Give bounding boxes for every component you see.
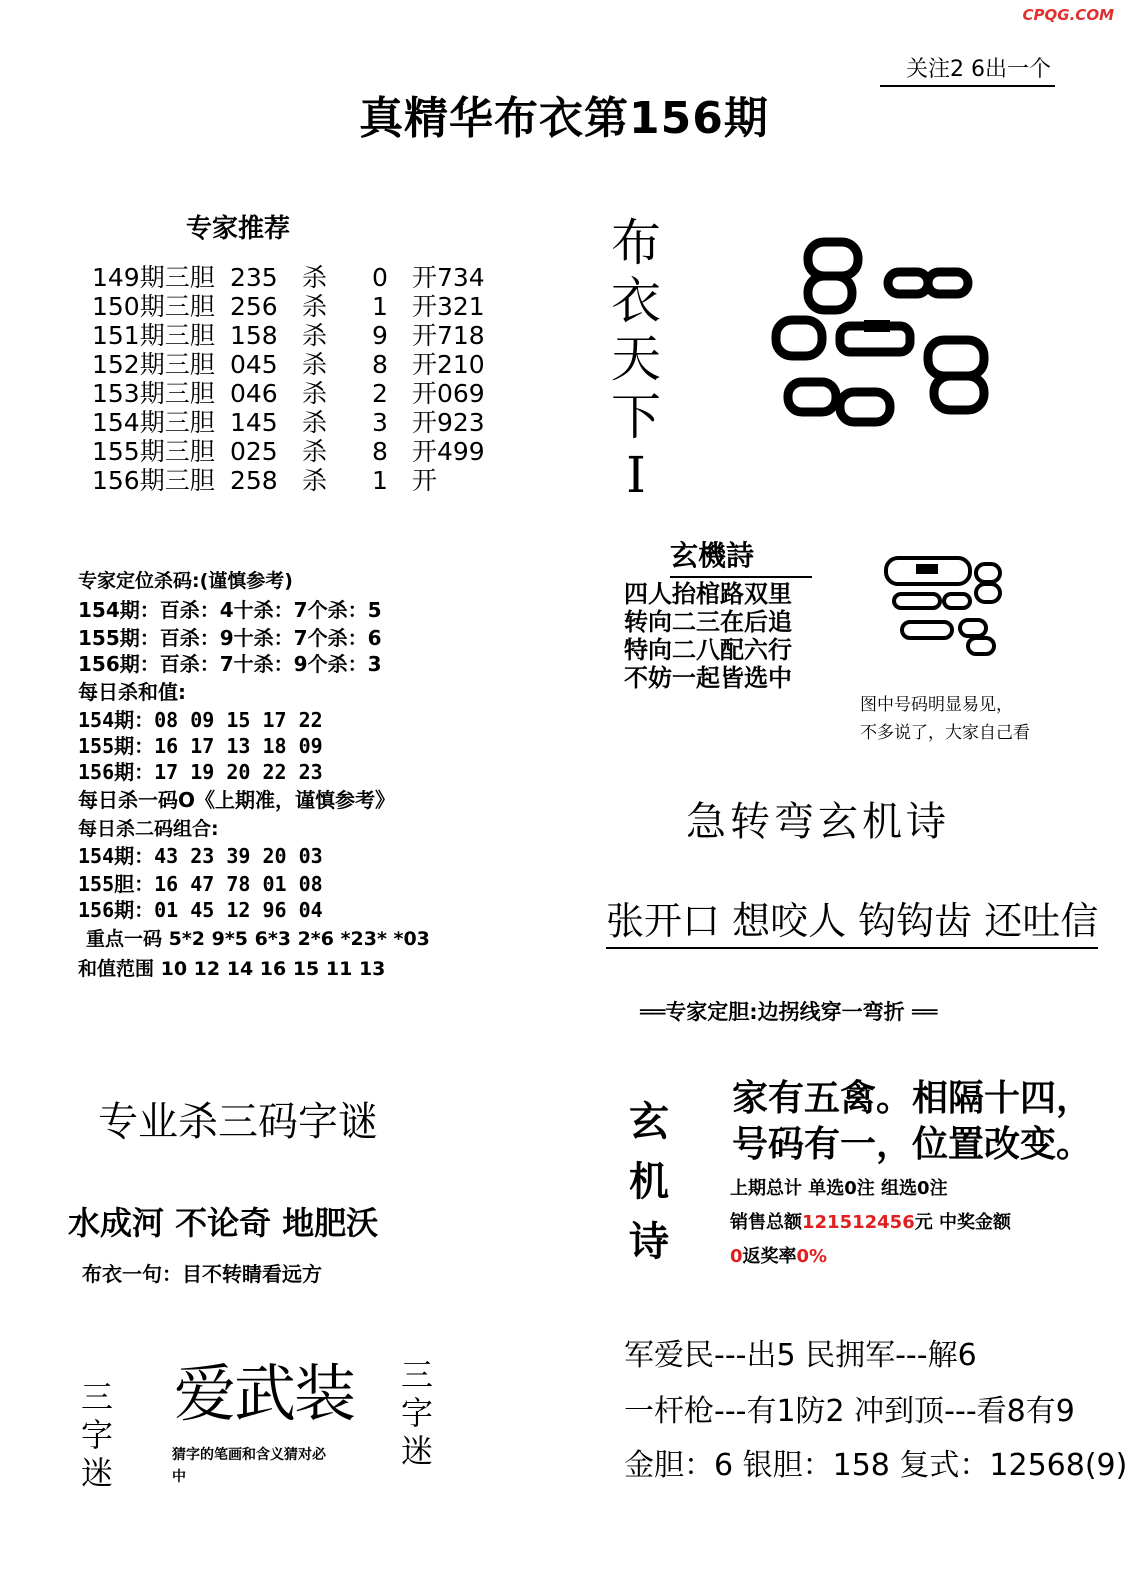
sum-kill-title: 每日杀和值: bbox=[78, 680, 186, 704]
char: 三 bbox=[80, 1378, 113, 1416]
char: 字 bbox=[80, 1416, 113, 1454]
expert-sha: 3 bbox=[372, 408, 388, 437]
expert-kai: 开 bbox=[412, 466, 438, 495]
expert-sha: 0 bbox=[372, 263, 388, 292]
expert-dan: 258 bbox=[230, 466, 278, 495]
expert-period: 155期三胆 bbox=[92, 437, 215, 466]
sum-kill-row: 154期：08 09 15 17 22 bbox=[78, 708, 323, 732]
picture-caption: 不多说了，大家自己看 bbox=[860, 723, 1030, 743]
xuanji-line: 转向二三在后追 bbox=[624, 608, 792, 636]
expert-title: 专家推荐 bbox=[186, 214, 291, 244]
top-note: 关注2 6出一个 bbox=[880, 52, 1055, 87]
xuanji-line: 四人抬棺路双里 bbox=[624, 580, 792, 608]
xuanji-title: 玄機詩 bbox=[670, 534, 812, 578]
expert-sha-label: 杀 bbox=[302, 263, 328, 292]
expert-sha-label: 杀 bbox=[302, 321, 328, 350]
two-code-row: 156期：01 45 12 96 04 bbox=[78, 898, 323, 922]
sanzimi-right bbox=[400, 1356, 434, 1470]
poem-line: 家有五禽。相隔十四， bbox=[732, 1078, 1093, 1119]
expert-sha: 1 bbox=[372, 466, 388, 495]
expert-sha-label: 杀 bbox=[302, 292, 328, 321]
expert-kai: 开734 bbox=[412, 263, 485, 292]
page-title: 真精华布衣第156期 bbox=[359, 93, 769, 144]
jizhuanwan-title: 急转弯玄机诗 bbox=[686, 799, 950, 845]
watermark: CPQG.COM bbox=[1022, 6, 1114, 24]
riddle-picture-2 bbox=[880, 550, 1010, 660]
expert-sha-label: 杀 bbox=[302, 350, 328, 379]
two-code-title: 每日杀二码组合: bbox=[78, 818, 219, 840]
expert-dan: 046 bbox=[230, 379, 278, 408]
char: 迷 bbox=[80, 1454, 113, 1492]
expert-dan: 145 bbox=[230, 408, 278, 437]
char: I bbox=[626, 446, 646, 504]
sales-value: 121512456 bbox=[802, 1212, 915, 1233]
lottery-sales bbox=[730, 1208, 1011, 1234]
expert-period: 152期三胆 bbox=[92, 350, 215, 379]
char: 玄 bbox=[629, 1099, 669, 1145]
expert-kai: 开321 bbox=[412, 292, 485, 321]
expert-dan: 158 bbox=[230, 321, 278, 350]
expert-sha: 2 bbox=[372, 379, 388, 408]
expert-kai: 开499 bbox=[412, 437, 485, 466]
lottery-payout bbox=[730, 1242, 827, 1268]
position-kill-row: 154期：百杀：4十杀：7个杀：5 bbox=[78, 598, 382, 622]
zimi-title: 专业杀三码字谜 bbox=[98, 1099, 378, 1145]
buyi-yiju: 布衣一句：目不转睛看远方 bbox=[82, 1262, 322, 1286]
char: 迷 bbox=[400, 1432, 433, 1470]
lottery-summary: 上期总计 单选0注 组选0注 bbox=[730, 1178, 948, 1199]
position-kill-title: 专家定位杀码:(谨慎参考) bbox=[78, 570, 293, 592]
expert-kai: 开210 bbox=[412, 350, 485, 379]
expert-dingdan: ══专家定胆:边拐线穿一弯折 ══ bbox=[640, 1000, 938, 1024]
expert-sha: 1 bbox=[372, 292, 388, 321]
expert-sha-label: 杀 bbox=[302, 466, 328, 495]
zimi-line: 水成河 不论奇 地肥沃 bbox=[68, 1204, 379, 1242]
expert-sha: 8 bbox=[372, 437, 388, 466]
jizhuanwan-line: 张开口 想咬人 钩钩齿 还吐信 bbox=[606, 890, 1098, 949]
poem-line: 号码有一，位置改变。 bbox=[732, 1124, 1093, 1165]
key-code: 重点一码 5*2 9*5 6*3 2*6 *23* *03 bbox=[86, 928, 430, 950]
aiwuzhuang: 爱武装 bbox=[174, 1357, 355, 1430]
expert-kai: 开069 bbox=[412, 379, 485, 408]
expert-sha-label: 杀 bbox=[302, 437, 328, 466]
sanzimi-left bbox=[80, 1378, 114, 1492]
char: 天 bbox=[611, 330, 661, 388]
two-code-row: 154期：43 23 39 20 03 bbox=[78, 844, 323, 868]
xuanji-line: 不妨一起皆选中 bbox=[624, 664, 792, 692]
expert-period: 151期三胆 bbox=[92, 321, 215, 350]
rate-label: 返奖率 bbox=[742, 1246, 797, 1267]
jiemi-line: 金胆：6 银胆：158 复式：12568(9) bbox=[624, 1448, 1128, 1483]
jiemi-line: 军爱民---出5 民拥军---解6 bbox=[624, 1338, 977, 1373]
sum-kill-row: 156期：17 19 20 22 23 bbox=[78, 760, 323, 784]
char: 布 bbox=[611, 214, 661, 272]
one-code-kill: 每日杀一码O《上期准，谨慎参考》 bbox=[78, 788, 396, 812]
expert-kai: 开718 bbox=[412, 321, 485, 350]
position-kill-row: 155期：百杀：9十杀：7个杀：6 bbox=[78, 626, 382, 650]
xuanji-line: 特向二八配六行 bbox=[624, 636, 792, 664]
expert-sha: 9 bbox=[372, 321, 388, 350]
rate-value: 0% bbox=[796, 1246, 828, 1267]
expert-dan: 256 bbox=[230, 292, 278, 321]
char: 衣 bbox=[611, 272, 661, 330]
expert-period: 149期三胆 bbox=[92, 263, 215, 292]
expert-period: 156期三胆 bbox=[92, 466, 215, 495]
char: 字 bbox=[400, 1394, 433, 1432]
expert-period: 150期三胆 bbox=[92, 292, 215, 321]
two-code-row: 155胆：16 47 78 01 08 bbox=[78, 872, 323, 896]
char: 三 bbox=[400, 1356, 433, 1394]
expert-row bbox=[92, 461, 437, 497]
char: 机 bbox=[629, 1159, 669, 1205]
char: 下 bbox=[611, 388, 661, 446]
payout-value: 0 bbox=[730, 1246, 743, 1267]
expert-period: 153期三胆 bbox=[92, 379, 215, 408]
position-kill-row: 156期：百杀：7十杀：9个杀：3 bbox=[78, 652, 382, 676]
char: 诗 bbox=[629, 1219, 669, 1265]
sum-kill-row: 155期：16 17 13 18 09 bbox=[78, 734, 323, 758]
xuanjishi-vertical bbox=[628, 1092, 670, 1272]
sales-label: 销售总额 bbox=[730, 1212, 802, 1233]
expert-dan: 045 bbox=[230, 350, 278, 379]
expert-period: 154期三胆 bbox=[92, 408, 215, 437]
zimi-hint: 猜字的笔画和含义猜对必中 bbox=[172, 1447, 326, 1485]
buyi-tianxia-vertical bbox=[610, 214, 662, 504]
expert-sha-label: 杀 bbox=[302, 379, 328, 408]
picture-caption: 图中号码明显易见， bbox=[860, 695, 1013, 715]
sales-unit: 元 中奖金额 bbox=[914, 1212, 1012, 1233]
expert-dan: 025 bbox=[230, 437, 278, 466]
expert-dan: 235 bbox=[230, 263, 278, 292]
jiemi-line: 一杆枪---有1防2 冲到顶---看8有9 bbox=[624, 1394, 1075, 1429]
riddle-picture-1 bbox=[768, 236, 1018, 436]
expert-kai: 开923 bbox=[412, 408, 485, 437]
expert-sha: 8 bbox=[372, 350, 388, 379]
sum-range: 和值范围 10 12 14 16 15 11 13 bbox=[78, 958, 386, 980]
expert-sha-label: 杀 bbox=[302, 408, 328, 437]
